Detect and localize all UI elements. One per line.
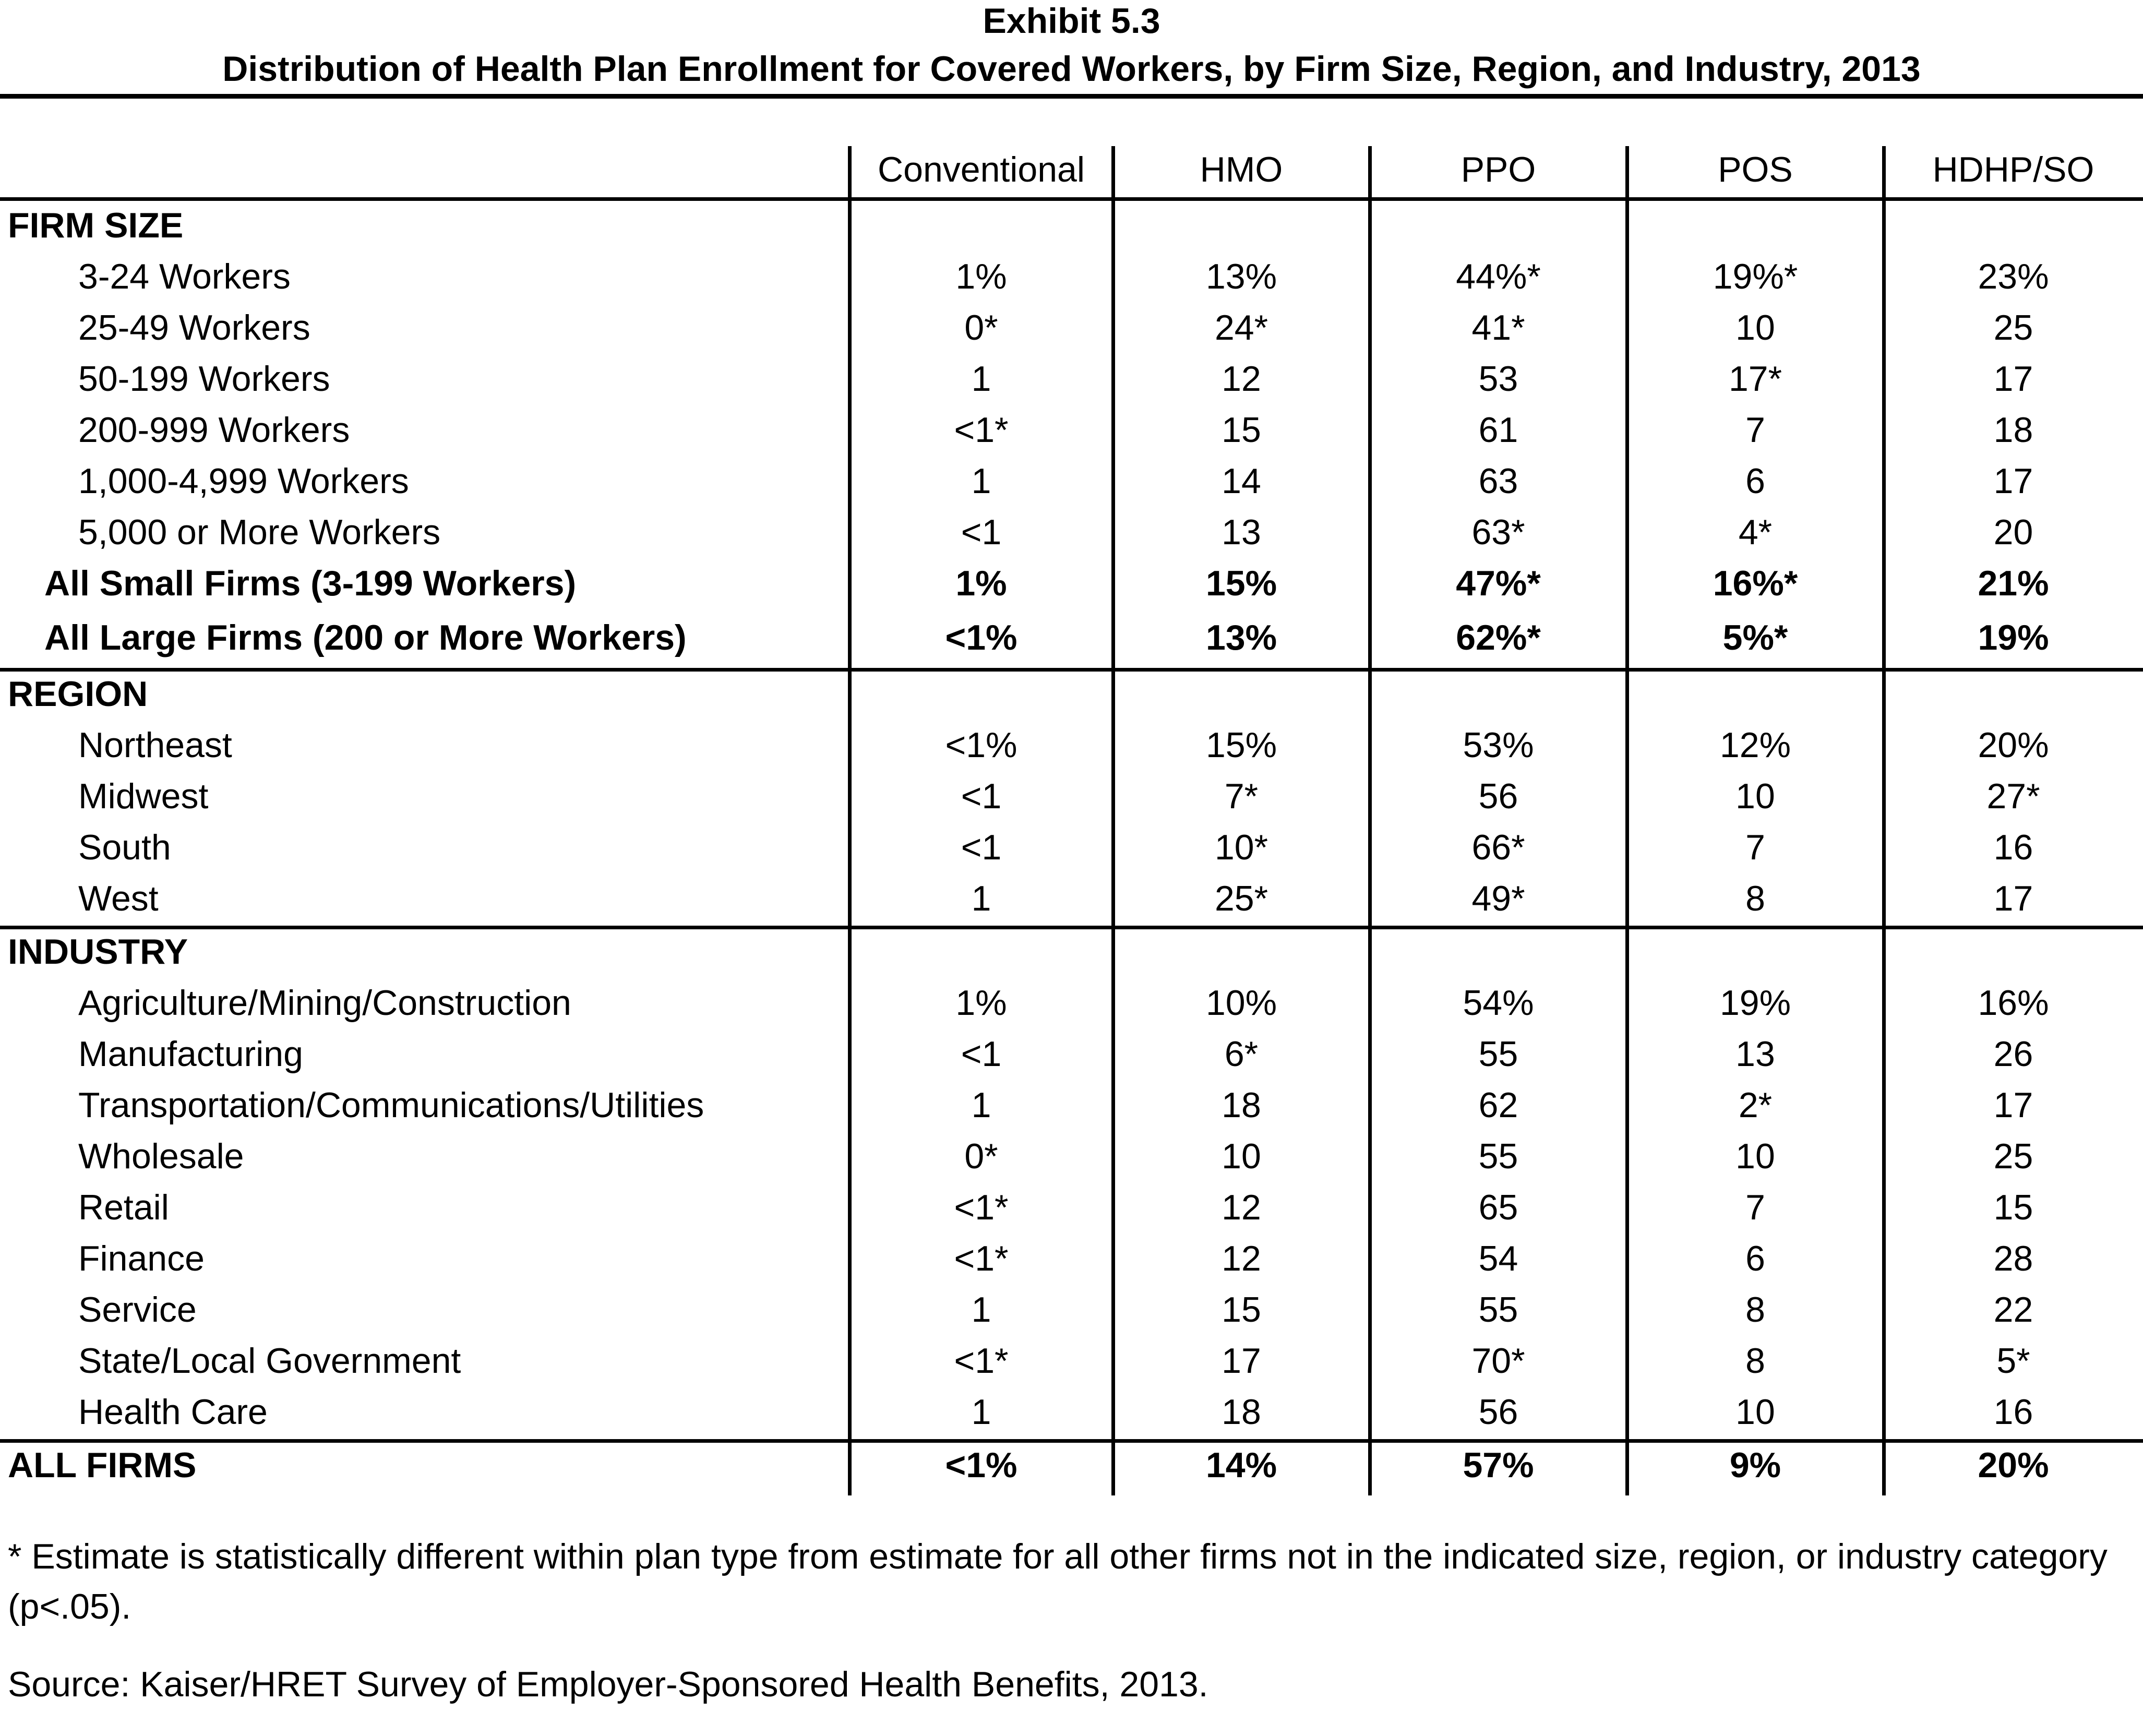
row-label: INDUSTRY bbox=[8, 932, 188, 972]
table-cell: 25 bbox=[1993, 308, 2033, 348]
row-label: 200-999 Workers bbox=[78, 410, 350, 450]
row-label: South bbox=[78, 828, 171, 867]
table-cell: <1% bbox=[945, 618, 1017, 657]
table-cell: 18 bbox=[1222, 1085, 1261, 1125]
table-cell: 5%* bbox=[1722, 618, 1788, 657]
footnote: * Estimate is statistically different within plan type from estimate for all other firms not in the indicated size, region, or industry category (p<.05). bbox=[8, 1537, 2108, 1626]
table-cell: <1% bbox=[945, 1445, 1017, 1485]
table-cell: 19% bbox=[1978, 618, 2049, 657]
table-cell: 15% bbox=[1205, 564, 1277, 603]
table-cell: 12 bbox=[1222, 1239, 1261, 1278]
table-cell: 10% bbox=[1205, 983, 1277, 1023]
table-cell: 17 bbox=[1993, 359, 2033, 399]
row-label: Wholesale bbox=[78, 1136, 244, 1176]
table-cell: 20% bbox=[1978, 1445, 2049, 1485]
table-title: Distribution of Health Plan Enrollment for Covered Workers, by Firm Size, Region, and Industry, 2013 bbox=[222, 49, 1921, 89]
table-cell: 27* bbox=[1986, 776, 2040, 816]
table-cell: 13% bbox=[1205, 618, 1277, 657]
table-cell: 15% bbox=[1205, 725, 1277, 765]
table-cell: 13 bbox=[1735, 1034, 1775, 1074]
table-cell: 17* bbox=[1728, 359, 1782, 399]
table-cell: 18 bbox=[1993, 410, 2033, 450]
table-cell: 10 bbox=[1735, 308, 1775, 348]
table-cell: 54% bbox=[1463, 983, 1534, 1023]
row-label: Northeast bbox=[78, 725, 232, 765]
table-cell: <1* bbox=[954, 410, 1009, 450]
section-row bbox=[0, 200, 2143, 250]
table-row bbox=[0, 354, 2143, 404]
table-cell: 55 bbox=[1478, 1290, 1518, 1330]
table-cell: 0* bbox=[964, 308, 998, 348]
table-cell: 12 bbox=[1222, 1188, 1261, 1227]
table-cell: 56 bbox=[1478, 1392, 1518, 1432]
table-row bbox=[0, 1234, 2143, 1284]
table-row bbox=[0, 1387, 2143, 1437]
table-cell: 25 bbox=[1993, 1136, 2033, 1176]
table-cell: 15 bbox=[1993, 1188, 2033, 1227]
column-header-hdhp-so: HDHP/SO bbox=[1932, 150, 2094, 189]
table-row bbox=[0, 1131, 2143, 1181]
table-cell: 16 bbox=[1993, 1392, 2033, 1432]
table-cell: 13 bbox=[1222, 512, 1261, 552]
table-cell: 10 bbox=[1222, 1136, 1261, 1176]
table-cell: 7* bbox=[1224, 776, 1259, 816]
table-cell: 66* bbox=[1471, 828, 1525, 867]
column-header-conventional: Conventional bbox=[878, 150, 1085, 189]
table-cell: 14 bbox=[1222, 461, 1261, 501]
section-row bbox=[0, 669, 2143, 719]
row-label: Retail bbox=[78, 1188, 169, 1227]
table-cell: 56 bbox=[1478, 776, 1518, 816]
row-label: Midwest bbox=[78, 776, 209, 816]
table-cell: 1 bbox=[971, 1392, 991, 1432]
table-cell: 16% bbox=[1978, 983, 2049, 1023]
table-cell: 14% bbox=[1205, 1445, 1277, 1485]
table-cell: 62 bbox=[1478, 1085, 1518, 1125]
column-divider bbox=[1882, 146, 1886, 1495]
source-note: Source: Kaiser/HRET Survey of Employer-Sponsored Health Benefits, 2013. bbox=[8, 1665, 1208, 1704]
column-header-pos: POS bbox=[1718, 150, 1793, 189]
table-cell: 17 bbox=[1993, 1085, 2033, 1125]
table-cell: <1 bbox=[961, 512, 1002, 552]
column-divider bbox=[848, 146, 852, 1495]
row-label: Manufacturing bbox=[78, 1034, 303, 1074]
row-label: Health Care bbox=[78, 1392, 268, 1432]
table-cell: 18 bbox=[1222, 1392, 1261, 1432]
table-cell: 19% bbox=[1719, 983, 1791, 1023]
table-cell: 10 bbox=[1735, 1392, 1775, 1432]
table-cell: 1 bbox=[971, 359, 991, 399]
table-cell: 7 bbox=[1745, 410, 1765, 450]
table-row bbox=[0, 252, 2143, 302]
table-cell: 13% bbox=[1205, 257, 1277, 296]
table-cell: 61 bbox=[1478, 410, 1518, 450]
table-cell: 53% bbox=[1463, 725, 1534, 765]
table-cell: 22 bbox=[1993, 1290, 2033, 1330]
table-row bbox=[0, 1029, 2143, 1079]
table-cell: 44%* bbox=[1456, 257, 1541, 296]
table-cell: 2* bbox=[1738, 1085, 1773, 1125]
table-cell: 21% bbox=[1978, 564, 2049, 603]
table-cell: 53 bbox=[1478, 359, 1518, 399]
table-cell: 12% bbox=[1719, 725, 1791, 765]
table-cell: 47%* bbox=[1456, 564, 1541, 603]
table-cell: 6 bbox=[1745, 1239, 1765, 1278]
row-label: REGION bbox=[8, 674, 148, 714]
column-header-ppo: PPO bbox=[1460, 150, 1536, 189]
table-cell: 0* bbox=[964, 1136, 998, 1176]
table-cell: 1 bbox=[971, 1290, 991, 1330]
row-label: Finance bbox=[78, 1239, 205, 1278]
table-cell: 16%* bbox=[1713, 564, 1798, 603]
table-cell: 7 bbox=[1745, 1188, 1765, 1227]
table-cell: 62%* bbox=[1456, 618, 1541, 657]
table-cell: 55 bbox=[1478, 1034, 1518, 1074]
table-cell: 1% bbox=[955, 564, 1007, 603]
table-row bbox=[0, 303, 2143, 353]
table-cell: 19%* bbox=[1713, 257, 1798, 296]
row-label: West bbox=[78, 879, 159, 918]
table-cell: 16 bbox=[1993, 828, 2033, 867]
row-label: 5,000 or More Workers bbox=[78, 512, 441, 552]
table-row bbox=[0, 405, 2143, 455]
table-cell: 10* bbox=[1214, 828, 1268, 867]
table-cell: 12 bbox=[1222, 359, 1261, 399]
table-cell: 63* bbox=[1471, 512, 1525, 552]
column-header-hmo: HMO bbox=[1200, 150, 1283, 189]
table-cell: 41* bbox=[1471, 308, 1525, 348]
table-cell: 7 bbox=[1745, 828, 1765, 867]
table-row bbox=[0, 613, 2143, 663]
table-cell: 54 bbox=[1478, 1239, 1518, 1278]
row-label: All Small Firms (3-199 Workers) bbox=[44, 564, 577, 603]
table-row bbox=[0, 873, 2143, 924]
table-cell: 15 bbox=[1222, 410, 1261, 450]
table-cell: 26 bbox=[1993, 1034, 2033, 1074]
table-cell: 17 bbox=[1993, 461, 2033, 501]
row-label: ALL FIRMS bbox=[8, 1445, 197, 1485]
table-cell: <1* bbox=[954, 1239, 1009, 1278]
table-row bbox=[0, 456, 2143, 506]
column-divider bbox=[1625, 146, 1629, 1495]
table-cell: 65 bbox=[1478, 1188, 1518, 1227]
row-label: Service bbox=[78, 1290, 197, 1330]
title-rule bbox=[0, 94, 2143, 99]
table-row bbox=[0, 1080, 2143, 1130]
table-cell: 49* bbox=[1471, 879, 1525, 918]
table-cell: 10 bbox=[1735, 1136, 1775, 1176]
table-cell: <1 bbox=[961, 828, 1002, 867]
row-label: Transportation/Communications/Utilities bbox=[78, 1085, 704, 1125]
table-cell: 20% bbox=[1978, 725, 2049, 765]
table-row bbox=[0, 771, 2143, 821]
table-cell: 8 bbox=[1745, 1341, 1765, 1381]
table-cell: 8 bbox=[1745, 1290, 1765, 1330]
table-cell: 6* bbox=[1224, 1034, 1259, 1074]
table-row bbox=[0, 558, 2143, 608]
column-divider bbox=[1111, 146, 1115, 1495]
table-cell: 55 bbox=[1478, 1136, 1518, 1176]
table-cell: 4* bbox=[1738, 512, 1773, 552]
plan-enrollment-table bbox=[0, 146, 2143, 1495]
table-row bbox=[0, 978, 2143, 1028]
table-cell: 57% bbox=[1463, 1445, 1534, 1485]
table-cell: 15 bbox=[1222, 1290, 1261, 1330]
table-cell: 17 bbox=[1222, 1341, 1261, 1381]
table-row bbox=[0, 822, 2143, 872]
table-cell: 20 bbox=[1993, 512, 2033, 552]
table-row bbox=[0, 720, 2143, 770]
table-cell: 1 bbox=[971, 1085, 991, 1125]
table-cell: 1 bbox=[971, 879, 991, 918]
table-cell: 1% bbox=[955, 983, 1007, 1023]
table-row bbox=[0, 1336, 2143, 1386]
table-row bbox=[0, 1440, 2143, 1490]
table-cell: 8 bbox=[1745, 879, 1765, 918]
table-cell: <1% bbox=[945, 725, 1017, 765]
row-label: Agriculture/Mining/Construction bbox=[78, 983, 571, 1023]
table-cell: <1 bbox=[961, 1034, 1002, 1074]
table-cell: 63 bbox=[1478, 461, 1518, 501]
row-label: 50-199 Workers bbox=[78, 359, 330, 399]
row-label: 3-24 Workers bbox=[78, 257, 291, 296]
table-cell: 1 bbox=[971, 461, 991, 501]
row-label: 25-49 Workers bbox=[78, 308, 310, 348]
table-cell: 70* bbox=[1471, 1341, 1525, 1381]
table-cell: 5* bbox=[1996, 1341, 2030, 1381]
table-cell: 9% bbox=[1729, 1445, 1781, 1485]
table-cell: <1* bbox=[954, 1341, 1009, 1381]
table-cell: 1% bbox=[955, 257, 1007, 296]
table-row bbox=[0, 1285, 2143, 1335]
table-cell: 17 bbox=[1993, 879, 2033, 918]
exhibit-label: Exhibit 5.3 bbox=[983, 1, 1160, 41]
row-label: All Large Firms (200 or More Workers) bbox=[44, 618, 687, 657]
row-label: State/Local Government bbox=[78, 1341, 461, 1381]
table-row bbox=[0, 1182, 2143, 1232]
table-cell: 10 bbox=[1735, 776, 1775, 816]
row-label: FIRM SIZE bbox=[8, 206, 184, 245]
table-cell: 28 bbox=[1993, 1239, 2033, 1278]
section-row bbox=[0, 927, 2143, 977]
table-row bbox=[0, 507, 2143, 557]
table-cell: 24* bbox=[1214, 308, 1268, 348]
table-cell: 25* bbox=[1214, 879, 1268, 918]
row-label: 1,000-4,999 Workers bbox=[78, 461, 409, 501]
table-cell: 23% bbox=[1978, 257, 2049, 296]
table-cell: 6 bbox=[1745, 461, 1765, 501]
column-divider bbox=[1368, 146, 1372, 1495]
table-cell: <1* bbox=[954, 1188, 1009, 1227]
table-cell: <1 bbox=[961, 776, 1002, 816]
